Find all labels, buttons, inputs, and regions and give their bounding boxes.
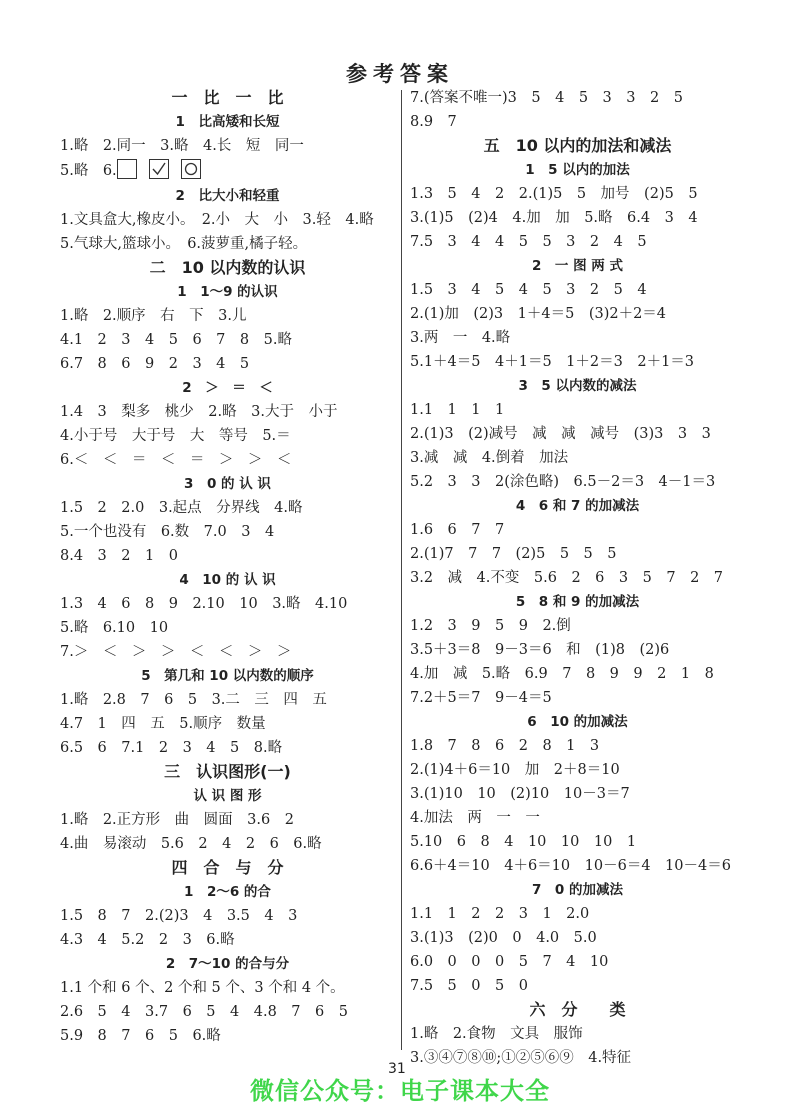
subsection-heading: 3 5 以内数的减法 bbox=[518, 378, 637, 394]
answer-line: 1.1 个和 6 个、2 个和 5 个、3 个和 4 个。 bbox=[60, 980, 345, 996]
subsection-heading: 2 一 图 两 式 bbox=[532, 258, 623, 274]
answer-line: 5.略 6.10 10 bbox=[60, 620, 169, 636]
answer-line: 2.(1)加 (2)3 1＋4＝5 (3)2＋2＝4 bbox=[410, 306, 667, 322]
answer-line: 6.5 6 7.1 2 3 4 5 8.略 bbox=[60, 740, 283, 756]
answer-line: 8.9 7 bbox=[410, 114, 457, 130]
answer-line: 1.5 2 2.0 3.起点 分界线 4.略 bbox=[60, 500, 303, 516]
answer-line: 3.两 一 4.略 bbox=[410, 330, 511, 346]
subsection-heading: 6 10 的加减法 bbox=[527, 714, 628, 730]
answer-line: 8.4 3 2 1 0 bbox=[60, 548, 178, 564]
answer-line: 6.0 0 0 0 5 7 4 10 bbox=[410, 954, 609, 970]
section-heading: 四 合 与 分 bbox=[171, 858, 284, 877]
subsection-heading: 4 6 和 7 的加减法 bbox=[515, 498, 640, 514]
watermark: 微信公众号：电子课本大全 bbox=[250, 1077, 550, 1105]
answer-line: 1.略 2.顺序 右 下 3.儿 bbox=[60, 308, 247, 324]
answer-line: 3.(1)10 10 (2)10 10－3＝7 bbox=[410, 786, 630, 802]
answer-line: 3.减 减 4.倒着 加法 bbox=[410, 450, 569, 466]
circle-box-icon bbox=[181, 159, 201, 179]
answer-line: 4.3 4 5.2 2 3 6.略 bbox=[60, 932, 235, 948]
answer-line bbox=[60, 158, 395, 184]
page-number: 31 bbox=[388, 1061, 406, 1077]
subsection-heading: 2 比大小和轻重 bbox=[175, 188, 280, 204]
answer-line: 1.1 1 1 1 bbox=[410, 402, 505, 418]
answer-line: 1.3 5 4 2 2.(1)5 5 加号 (2)5 5 bbox=[410, 186, 698, 202]
subsection-heading: 认 识 图 形 bbox=[193, 788, 262, 804]
answer-line: 1.略 2.8 7 6 5 3.二 三 四 五 bbox=[60, 692, 327, 708]
answer-line: 5.10 6 8 4 10 10 10 1 bbox=[410, 834, 637, 850]
answer-line: 7.＞ ＜ ＞ ＞ ＜ ＜ ＞ ＞ bbox=[60, 644, 292, 660]
answer-line: 3.2 减 4.不变 5.6 2 6 3 5 7 2 7 bbox=[410, 570, 724, 586]
subsection-heading: 1 1～9 的认识 bbox=[177, 284, 278, 300]
answer-line: 1.5 3 4 5 4 5 3 2 5 4 bbox=[410, 282, 647, 298]
answer-line: 3.5＋3＝8 9－3＝6 和 (1)8 (2)6 bbox=[410, 642, 670, 658]
subsection-heading: 2 ＞ ＝ ＜ bbox=[182, 380, 273, 396]
answer-line: 7.(答案不唯一)3 5 4 5 3 3 2 5 bbox=[410, 90, 683, 106]
answer-line: 1.4 3 梨多 桃少 2.略 3.大于 小于 bbox=[60, 404, 338, 420]
answer-line: 1.1 1 2 2 3 1 2.0 bbox=[410, 906, 590, 922]
section-heading: 二 10 以内数的认识 bbox=[149, 258, 306, 277]
section-heading: 六 分 类 bbox=[529, 1000, 626, 1019]
answer-text: 5.略 6. bbox=[60, 163, 117, 179]
subsection-heading: 7 0 的加减法 bbox=[532, 882, 623, 898]
answer-line: 4.加 减 5.略 6.9 7 8 9 9 2 1 8 bbox=[410, 666, 714, 682]
subsection-heading: 1 比高矮和长短 bbox=[175, 114, 280, 130]
answer-line: 5.2 3 3 2(涂色略) 6.5－2＝3 4－1＝3 bbox=[410, 474, 716, 490]
answer-line: 1.略 2.正方形 曲 圆面 3.6 2 bbox=[60, 812, 294, 828]
answer-line: 5.9 8 7 6 5 6.略 bbox=[60, 1028, 221, 1044]
answer-line: 5.一个也没有 6.数 7.0 3 4 bbox=[60, 524, 275, 540]
answer-line: 6.6＋4＝10 4＋6＝10 10－6＝4 10－4＝6 bbox=[410, 858, 731, 874]
answer-line: 1.略 2.同一 3.略 4.长 短 同一 bbox=[60, 138, 304, 154]
answer-line: 5.1＋4＝5 4＋1＝5 1＋2＝3 2＋1＝3 bbox=[410, 354, 695, 370]
answer-line: 6.＜ ＜ ＝ ＜ ＝ ＞ ＞ ＜ bbox=[60, 452, 292, 468]
answer-line: 6.7 8 6 9 2 3 4 5 bbox=[60, 356, 250, 372]
subsection-heading: 2 7～10 的合与分 bbox=[165, 956, 290, 972]
answer-line: 1.5 8 7 2.(2)3 4 3.5 4 3 bbox=[60, 908, 298, 924]
answer-line: 2.(1)7 7 7 (2)5 5 5 5 bbox=[410, 546, 617, 562]
subsection-heading: 1 2～6 的合 bbox=[184, 884, 271, 900]
answer-line: 2.(1)3 (2)减号 减 减 减号 (3)3 3 3 bbox=[410, 426, 711, 442]
answer-line: 1.6 6 7 7 bbox=[410, 522, 505, 538]
column-divider bbox=[401, 90, 402, 1050]
answer-line: 4.曲 易滚动 5.6 2 4 2 6 6.略 bbox=[60, 836, 322, 852]
answer-line: 3.③④⑦⑧⑩;①②⑤⑥⑨ 4.特征 bbox=[410, 1050, 632, 1066]
answer-line: 4.1 2 3 4 5 6 7 8 5.略 bbox=[60, 332, 292, 348]
answer-line: 7.5 3 4 4 5 5 3 2 4 5 bbox=[410, 234, 647, 250]
check-box-icon bbox=[149, 159, 169, 179]
section-heading: 一 比 一 比 bbox=[171, 88, 284, 107]
empty-box-icon bbox=[117, 159, 137, 179]
answer-line: 1.8 7 8 6 2 8 1 3 bbox=[410, 738, 600, 754]
answer-line: 5.气球大,篮球小。 6.菠萝重,橘子轻。 bbox=[60, 236, 308, 252]
answer-line: 1.文具盒大,橡皮小。 2.小 大 小 3.轻 4.略 bbox=[60, 212, 374, 228]
answer-line: 4.加法 两 一 一 bbox=[410, 810, 540, 826]
answer-line: 7.2＋5＝7 9－4＝5 bbox=[410, 690, 552, 706]
subsection-heading: 5 8 和 9 的加减法 bbox=[515, 594, 640, 610]
answer-line: 4.7 1 四 五 5.顺序 数量 bbox=[60, 716, 266, 732]
subsection-heading: 4 10 的 认 识 bbox=[179, 572, 276, 588]
answer-line: 1.3 4 6 8 9 2.10 10 3.略 4.10 bbox=[60, 596, 348, 612]
answer-line: 7.5 5 0 5 0 bbox=[410, 978, 528, 994]
answer-line: 1.2 3 9 5 9 2.倒 bbox=[410, 618, 571, 634]
section-heading: 三 认识图形(一) bbox=[164, 762, 291, 781]
section-heading: 五 10 以内的加法和减法 bbox=[483, 136, 672, 155]
page-title: 参考答案 bbox=[346, 62, 454, 86]
answer-line: 4.小于号 大于号 大 等号 5.＝ bbox=[60, 428, 291, 444]
subsection-heading: 3 0 的 认 识 bbox=[184, 476, 271, 492]
answer-line: 2.6 5 4 3.7 6 5 4 4.8 7 6 5 bbox=[60, 1004, 348, 1020]
answer-line: 2.(1)4＋6＝10 加 2＋8＝10 bbox=[410, 762, 620, 778]
answer-line: 1.略 2.食物 文具 服饰 bbox=[410, 1026, 583, 1042]
subsection-heading: 5 第几和 10 以内数的顺序 bbox=[141, 668, 314, 684]
right-column bbox=[410, 86, 745, 1070]
left-column bbox=[60, 86, 395, 1048]
subsection-heading: 1 5 以内的加法 bbox=[525, 162, 630, 178]
answer-line: 3.(1)5 (2)4 4.加 加 5.略 6.4 3 4 bbox=[410, 210, 698, 226]
answer-line: 3.(1)3 (2)0 0 4.0 5.0 bbox=[410, 930, 597, 946]
